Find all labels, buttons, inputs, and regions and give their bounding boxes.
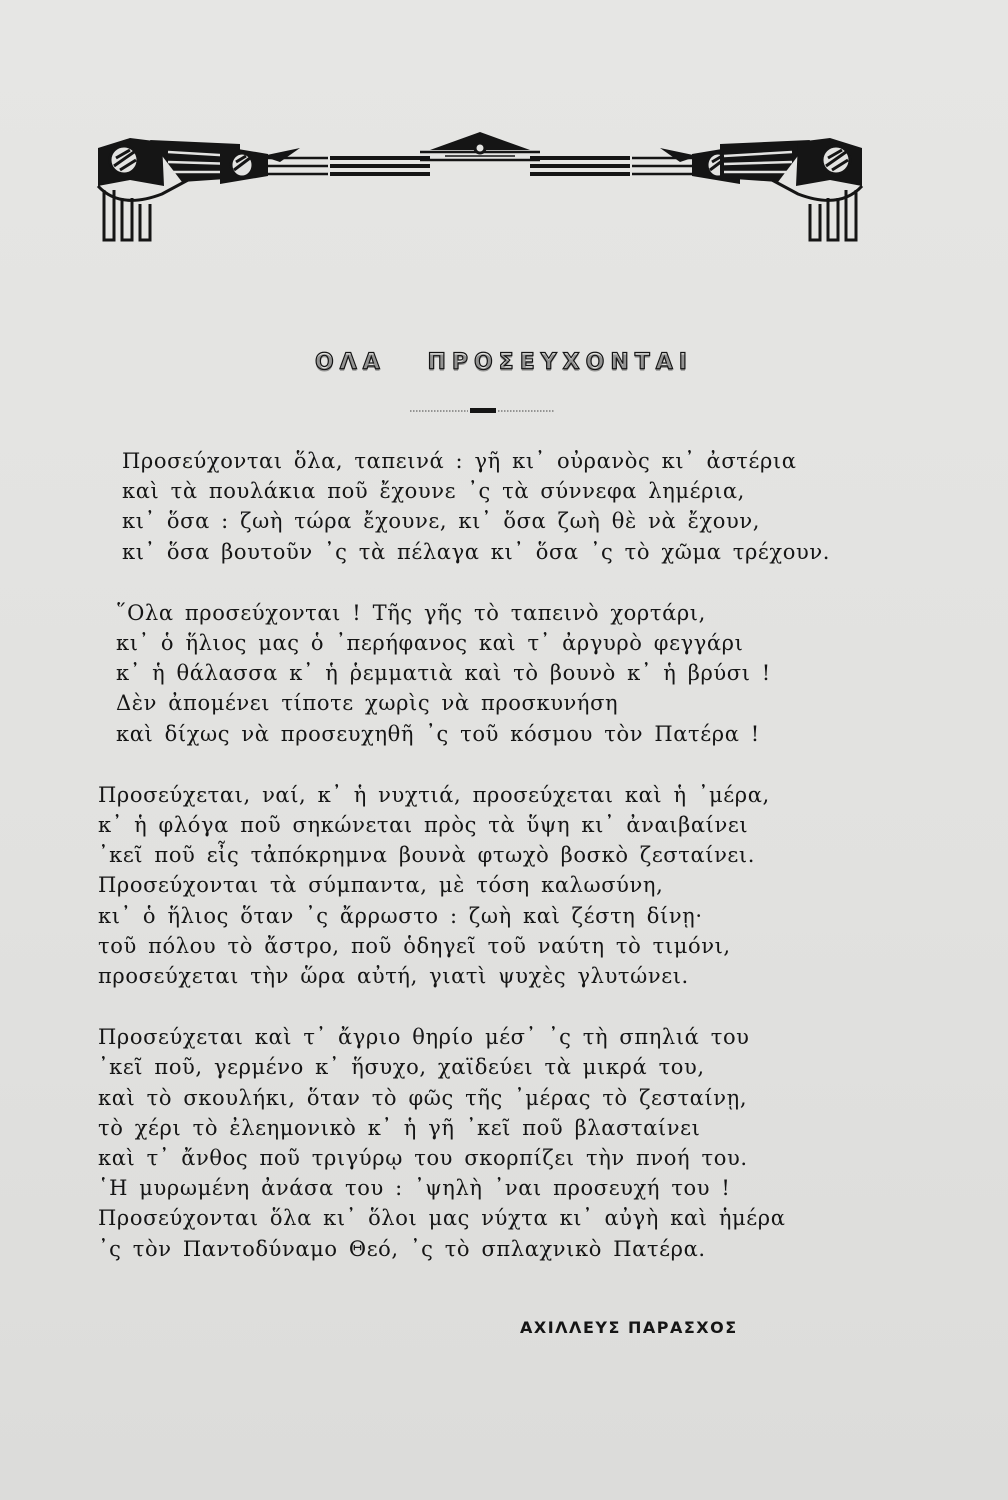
poem-title: ΟΛΑ ΠΡΟΣΕΥΧΟΝΤΑΙ bbox=[315, 350, 693, 375]
decorative-header-ornament bbox=[90, 128, 870, 246]
poem-line: Προσεύχονται ὅλα, ταπεινά : γῆ κι᾽ οὐρανὸς κι᾽ ἀστέρια bbox=[122, 449, 797, 473]
poem-line: καὶ δίχως νὰ προσευχηθῆ ᾽ς τοῦ κόσμου τὸν Πατέρα ! bbox=[116, 721, 760, 746]
poem-line: ᾽κεῖ ποῦ, γερμένο κ᾽ ἥσυχο, χαϊδεύει τὰ μικρά του, bbox=[98, 1055, 705, 1080]
stanza-1 bbox=[98, 446, 868, 567]
poem-line: κι᾽ ὅσα : ζωὴ τώρα ἔχουνε, κι᾽ ὅσα ζωὴ θὲ νὰ ἔχουν, bbox=[122, 509, 761, 534]
poem-line: ῞Ολα προσεύχονται ! Τῆς γῆς τὸ ταπεινὸ χορτάρι, bbox=[116, 600, 706, 625]
author-name: ΑΧΙΛΛΕΥΣ ΠΑΡΑΣΧΟΣ bbox=[520, 1318, 738, 1337]
poem-line: προσεύχεται τὴν ὥρα αὐτή, γιατὶ ψυχὲς γλυτώνει. bbox=[98, 964, 689, 989]
poem-line: κ᾽ ἡ θάλασσα κ᾽ ἡ ῥεμματιὰ καὶ τὸ βουνὸ κ᾽ ἡ βρύσι ! bbox=[116, 661, 771, 686]
poem-line: Προσεύχονται τὰ σύμπαντα, μὲ τόση καλωσύνη, bbox=[98, 873, 664, 898]
poem-line: ᾽κεῖ ποῦ εἶς τἀπόκρημνα βουνὰ φτωχὸ βοσκὸ ζεσταίνει. bbox=[98, 843, 756, 868]
stanza-4 bbox=[98, 1022, 868, 1264]
poem-line: κι᾽ ὁ ἥλιος μας ὁ ᾽περήφανος καὶ τ᾽ ἀργυρὸ φεγγάρι bbox=[116, 631, 744, 656]
poem-line: κ᾽ ἡ φλόγα ποῦ σηκώνεται πρὸς τὰ ὕψη κι᾽ ἀναιβαίνει bbox=[98, 813, 749, 838]
poem-line: Προσεύχονται ὅλα κι᾽ ὅλοι μας νύχτα κι᾽ αὐγὴ καὶ ἡμέρα bbox=[98, 1206, 786, 1231]
poem-line: τὸ χέρι τὸ ἐλεημονικὸ κ᾽ ἡ γῆ ᾽κεῖ ποῦ βλασταίνει bbox=[98, 1115, 701, 1140]
poem-line: ῾Η μυρωμένη ἀνάσα του : ᾽ψηλὴ ᾽ναι προσευχή του ! bbox=[98, 1176, 731, 1201]
poem-line: Προσεύχεται, ναί, κ᾽ ἡ νυχτιά, προσεύχεται καὶ ἡ ᾽μέρα, bbox=[98, 782, 770, 807]
stanza-3 bbox=[98, 780, 868, 991]
poem-line: Δὲν ἀπομένει τίποτε χωρὶς νὰ προσκυνήση bbox=[116, 691, 619, 716]
poem-line: τοῦ πόλου τὸ ἄστρο, ποῦ ὁδηγεῖ τοῦ ναύτη τὸ τιμόνι, bbox=[98, 933, 731, 958]
poem-line: κι᾽ ὅσα βουτοῦν ᾽ς τὰ πέλαγα κι᾽ ὅσα ᾽ς τὸ χῶμα τρέχουν. bbox=[122, 539, 830, 564]
poem-line: καὶ τὰ πουλάκια ποῦ ἔχουνε ᾽ς τὰ σύννεφα λημέρια, bbox=[122, 479, 745, 504]
poem-line: κι᾽ ὁ ἥλιος ὅταν ᾽ς ἄρρωστο : ζωὴ καὶ ζέστη δίνῃ· bbox=[98, 903, 703, 928]
poem-line: καὶ τ᾽ ἄνθος ποῦ τριγύρῳ του σκορπίζει τὴν πνοή του. bbox=[98, 1146, 748, 1171]
poem-line: καὶ τὸ σκουλήκι, ὅταν τὸ φῶς τῆς ᾽μέρας τὸ ζεσταίνῃ, bbox=[98, 1085, 748, 1110]
stanza-2 bbox=[98, 598, 868, 749]
poem-line: ᾽ς τὸν Παντοδύναμο Θεό, ᾽ς τὸ σπλαχνικὸ Πατέρα. bbox=[98, 1236, 706, 1261]
title-divider bbox=[410, 406, 555, 414]
poem-line: Προσεύχεται καὶ τ᾽ ἄγριο θηρίο μέσ᾽ ᾽ς τὴ σπηλιά του bbox=[98, 1025, 750, 1050]
poem-body bbox=[98, 446, 868, 1295]
